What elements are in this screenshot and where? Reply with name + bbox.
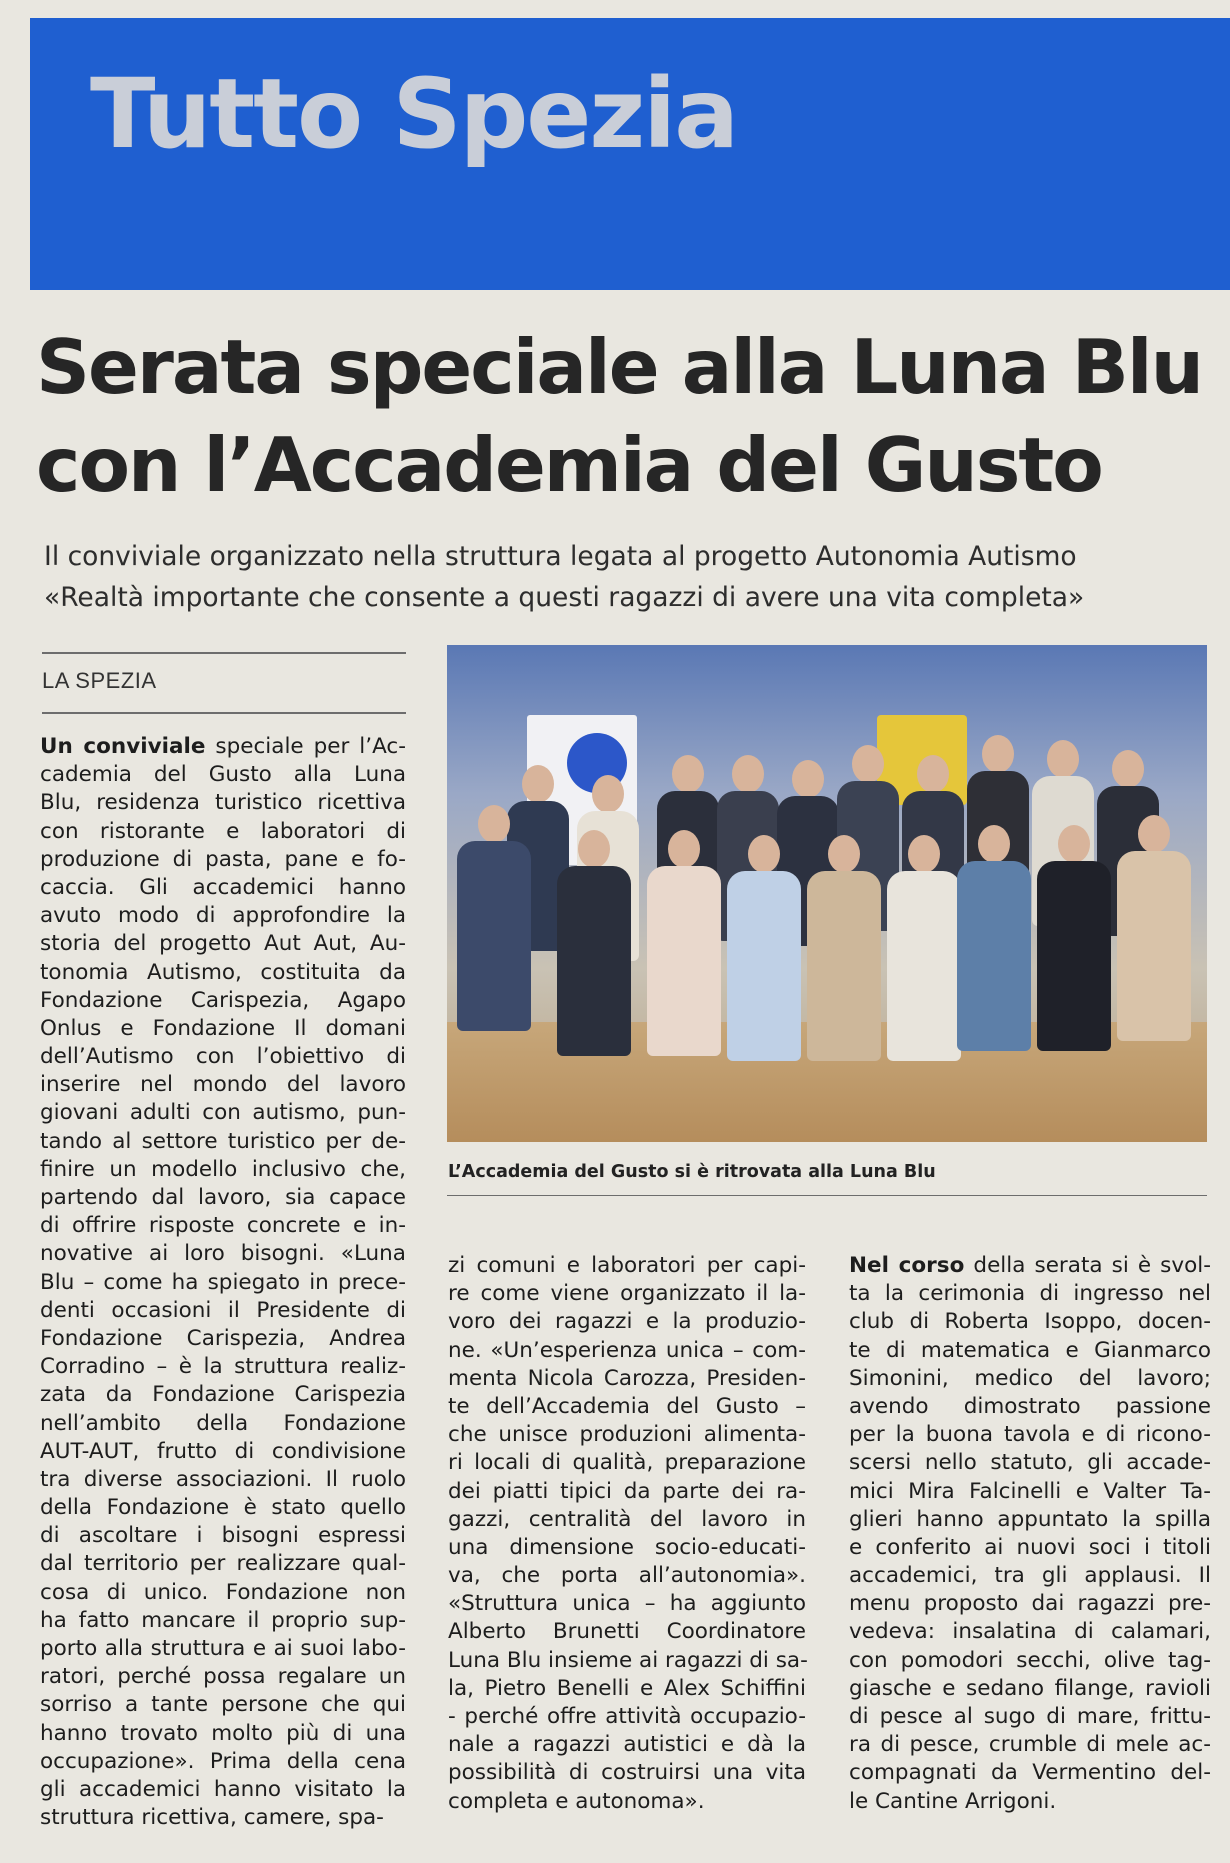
text-line: nale a ragazzi autistici e dà la xyxy=(448,1732,806,1758)
group-photo xyxy=(447,645,1207,1142)
text-line: hanno trovato molto più di una xyxy=(40,1720,406,1746)
text-line: ratori, perché possa regalare un xyxy=(40,1664,406,1690)
text-line: zi comuni e laboratori per capi- xyxy=(448,1253,806,1278)
text-line: Onlus e Fondazione Il domani xyxy=(40,1015,406,1041)
section-banner xyxy=(30,18,1230,290)
headline-line: Serata speciale alla Luna Blu xyxy=(36,323,1203,411)
text-line: Nel corso della serata si è svol- xyxy=(849,1253,1211,1278)
text-line: Blu – come ha spiegato in prece- xyxy=(40,1269,406,1295)
text-line: va, che porta all’autonomia». xyxy=(448,1563,806,1589)
text-line: menu proposto dai ragazzi pre- xyxy=(849,1591,1211,1617)
text-line: nell’ambito della Fondazione xyxy=(40,1410,406,1436)
text-line: della Fondazione è stato quello xyxy=(40,1495,406,1521)
text-line: Alberto Brunetti Coordinatore xyxy=(448,1619,806,1645)
article-subheadline xyxy=(44,536,1229,618)
text-line: porto alla struttura e ai suoi labo- xyxy=(40,1636,406,1661)
text-line: compagnati da Vermentino del- xyxy=(849,1760,1211,1786)
dateline: LA SPEZIA xyxy=(42,668,157,693)
text-line: di offrire risposte concrete e in- xyxy=(40,1213,406,1239)
text-line: tra diverse associazioni. Il ruolo xyxy=(40,1466,406,1492)
text-line: cosa di unico. Fondazione non xyxy=(40,1579,406,1605)
headline-line: con l’Accademia del Gusto xyxy=(36,421,1102,509)
photo-caption: L’Accademia del Gusto si è ritrovata alla Luna Blu xyxy=(448,1162,936,1182)
text-line: gli accademici hanno visitato la xyxy=(40,1776,406,1802)
text-line: partendo dal lavoro, sia capace xyxy=(40,1185,406,1210)
text-line: ne. «Un’esperienza unica – com- xyxy=(448,1337,806,1363)
text-line: possibilità di costruirsi una vita xyxy=(448,1760,806,1786)
text-line: inserire nel mondo del lavoro xyxy=(40,1072,406,1098)
text-line: club di Roberta Isoppo, docen- xyxy=(849,1309,1211,1335)
text-line: completa e autonoma». xyxy=(448,1788,705,1814)
article-column-3 xyxy=(849,1252,1211,1816)
text-line: caccia. Gli accademici hanno xyxy=(40,874,406,900)
text-line: novative ai loro bisogni. «Luna xyxy=(40,1241,406,1267)
text-line: giasche e sedano filange, ravioli xyxy=(849,1675,1211,1701)
text-line: tonomia Autismo, costituita da xyxy=(40,959,406,985)
text-line: di pesce al sugo di mare, frittu- xyxy=(849,1704,1211,1729)
text-line: le Cantine Arrigoni. xyxy=(849,1788,1057,1814)
text-line: accademici, tra gli applausi. Il xyxy=(849,1563,1211,1589)
text-line: ri locali di qualità, preparazione xyxy=(448,1450,806,1476)
text-line: scersi nello statuto, gli accade- xyxy=(849,1450,1211,1476)
text-line: occupazione». Prima della cena xyxy=(40,1748,406,1774)
text-line: te dell’Accademia del Gusto – xyxy=(448,1393,806,1419)
text-line: Corradino – è la struttura realiz- xyxy=(40,1354,406,1380)
text-line: Fondazione Carispezia, Andrea xyxy=(40,1325,406,1351)
text-line: avendo dimostrato passione xyxy=(849,1393,1211,1419)
text-line: Fondazione Carispezia, Agapo xyxy=(40,987,406,1013)
text-line: e conferito ai nuovi soci i titoli xyxy=(849,1534,1211,1560)
subheadline-line: Il conviviale organizzato nella struttura legata al progetto Autonomia Autismo xyxy=(44,541,1077,572)
text-line: dal territorio per realizzare qual- xyxy=(40,1551,406,1577)
text-line: la, Pietro Benelli e Alex Schiffini xyxy=(448,1675,806,1701)
text-line: Un conviviale speciale per l’Ac- xyxy=(40,734,406,759)
text-line: glieri hanno appuntato la spilla xyxy=(849,1506,1211,1532)
text-line: - perché offre attività occupazio- xyxy=(448,1704,806,1729)
text-line: re come viene organizzato il la- xyxy=(448,1281,806,1307)
text-line: «Struttura unica – ha aggiunto xyxy=(448,1591,806,1617)
caption-rule xyxy=(447,1195,1207,1196)
text-line: storia del progetto Aut Aut, Au- xyxy=(40,931,406,957)
dateline-rule-bottom xyxy=(42,712,406,714)
text-line: denti occasioni il Presidente di xyxy=(40,1297,406,1323)
text-line: una dimensione socio-educati- xyxy=(448,1534,806,1560)
text-line: finire un modello inclusivo che, xyxy=(40,1156,406,1182)
text-line: con pomodori secchi, olive tag- xyxy=(849,1647,1211,1673)
text-line: struttura ricettiva, camere, spa- xyxy=(40,1805,384,1831)
text-line: ta la cerimonia di ingresso nel xyxy=(849,1281,1211,1307)
text-line: mici Mira Falcinelli e Valter Ta- xyxy=(849,1478,1211,1504)
text-line: menta Nicola Carozza, Presiden- xyxy=(448,1365,806,1391)
article-column-1 xyxy=(40,733,406,1832)
text-line: Luna Blu insieme ai ragazzi di sa- xyxy=(448,1647,808,1673)
text-line: ra di pesce, crumble di mele ac- xyxy=(849,1732,1211,1758)
text-line: avuto modo di approfondire la xyxy=(40,903,406,929)
subheadline-line: «Realtà importante che consente a questi ragazzi di avere una vita completa» xyxy=(44,582,1085,613)
text-line: gazzi, centralità del lavoro in xyxy=(448,1506,806,1532)
text-line: Blu, residenza turistico ricettiva xyxy=(40,790,406,816)
text-line: voro dei ragazzi e la produzio- xyxy=(448,1309,806,1335)
lead-in: Un conviviale xyxy=(40,734,206,759)
text-line: dell’Autismo con l’obiettivo di xyxy=(40,1044,406,1070)
text-line: Simonini, medico del lavoro; xyxy=(849,1365,1211,1391)
text-line: di ascoltare i bisogni espressi xyxy=(40,1523,406,1549)
text-line: vedeva: insalatina di calamari, xyxy=(849,1619,1211,1645)
section-title: Tutto Spezia xyxy=(90,58,737,170)
text-line: che unisce produzioni alimenta- xyxy=(448,1422,806,1448)
text-line: ha fatto mancare il proprio sup- xyxy=(40,1607,406,1633)
dateline-rule-top xyxy=(42,652,406,654)
text-line: AUT-AUT, frutto di condivisione xyxy=(40,1438,406,1464)
text-line: sorriso a tante persone che qui xyxy=(40,1692,406,1718)
text-line: cademia del Gusto alla Luna xyxy=(40,762,406,788)
text-line: zata da Fondazione Carispezia xyxy=(40,1382,406,1408)
text-line: tando al settore turistico per de- xyxy=(40,1128,406,1154)
text-line: produzione di pasta, pane e fo- xyxy=(40,846,406,872)
text-line: per la buona tavola e di ricono- xyxy=(849,1422,1211,1448)
article-column-2 xyxy=(448,1252,806,1816)
text-line: con ristorante e laboratori di xyxy=(40,818,406,844)
text-line: te di matematica e Gianmarco xyxy=(849,1337,1211,1363)
article-headline xyxy=(36,318,1226,514)
text-line: giovani adulti con autismo, pun- xyxy=(40,1100,406,1126)
lead-in: Nel corso xyxy=(849,1253,965,1278)
text-line: dei piatti tipici da parte dei ra- xyxy=(448,1478,806,1504)
